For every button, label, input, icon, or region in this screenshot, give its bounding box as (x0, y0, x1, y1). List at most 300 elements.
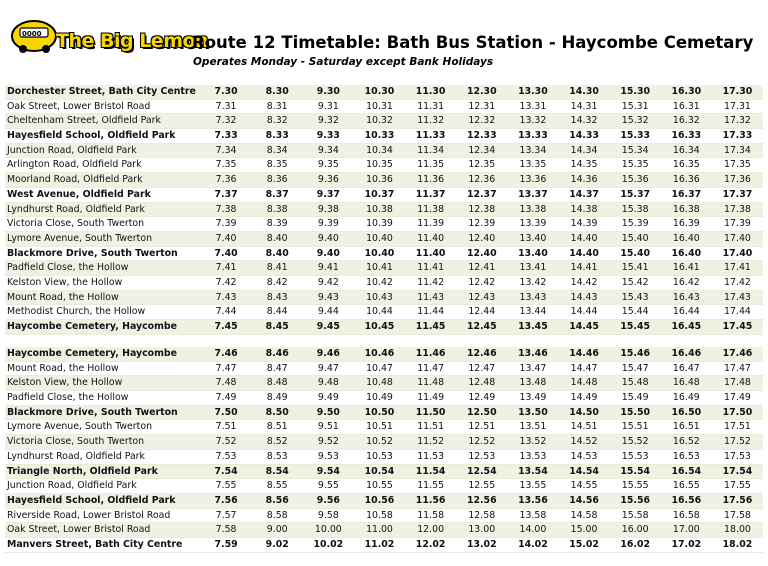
departure-time: 13.54 (518, 465, 548, 477)
departure-time: 15.50 (620, 406, 651, 418)
departure-time: 16.43 (672, 291, 700, 303)
departure-time: 17.49 (724, 392, 751, 404)
departure-time: 13.55 (519, 480, 547, 492)
stop-name: Victoria Close, South Twerton (7, 218, 145, 230)
departure-time: 9.40 (316, 247, 340, 259)
stop-name: Victoria Close, South Twerton (7, 436, 145, 448)
departure-time: 15.56 (620, 494, 651, 506)
departure-time: 17.34 (724, 144, 751, 156)
departure-time: 11.36 (417, 174, 445, 186)
departure-time: 11.31 (417, 100, 445, 112)
departure-time: 14.41 (570, 262, 598, 274)
departure-time: 11.58 (417, 509, 445, 521)
stop-name: Mount Road, the Hollow (7, 362, 119, 374)
stop-name: West Avenue, Oldfield Park (7, 188, 151, 200)
departure-time: 16.40 (671, 247, 702, 259)
departure-time: 17.37 (722, 188, 753, 200)
stop-name: Hayesfield School, Oldfield Park (7, 494, 176, 506)
departure-time: 17.52 (724, 436, 751, 448)
departure-time: 14.39 (570, 218, 598, 230)
departure-time: 13.41 (519, 262, 547, 274)
table-row (5, 144, 763, 159)
departure-time: 10.50 (364, 406, 395, 418)
departure-time: 15.40 (621, 232, 649, 244)
table-row (5, 158, 763, 173)
departure-time: 16.58 (672, 509, 700, 521)
departure-time: 17.56 (722, 494, 753, 506)
departure-time: 10.52 (366, 436, 393, 448)
stop-name: Blackmore Drive, South Twerton (7, 406, 178, 418)
departure-time: 9.37 (316, 188, 340, 200)
departure-time: 17.42 (724, 276, 751, 288)
departure-time: 18.02 (722, 538, 753, 550)
departure-time: 13.49 (519, 392, 547, 404)
departure-time: 11.32 (417, 115, 445, 127)
departure-time: 11.56 (415, 494, 446, 506)
table-row (5, 203, 763, 218)
departure-time: 17.41 (724, 262, 751, 274)
table-row (5, 362, 763, 377)
departure-time: 8.36 (266, 174, 288, 186)
table-row (5, 247, 763, 262)
departure-time: 10.47 (366, 362, 393, 374)
departure-time: 14.30 (569, 86, 599, 97)
stop-name: Lymore Avenue, South Twerton (7, 232, 153, 244)
departure-time: 8.42 (266, 276, 288, 288)
stop-name: Kelston View, the Hollow (7, 377, 123, 389)
departure-time: 13.38 (519, 203, 547, 215)
departure-time: 14.51 (570, 421, 598, 433)
departure-time: 16.55 (672, 480, 700, 492)
table-row (5, 173, 763, 188)
departure-time: 16.53 (672, 450, 700, 462)
departure-time: 14.47 (570, 362, 598, 374)
departure-time: 13.46 (518, 348, 548, 359)
departure-time: 10.44 (366, 306, 393, 318)
departure-time: 13.39 (519, 218, 547, 230)
departure-time: 17.38 (724, 203, 751, 215)
departure-time: 7.57 (215, 509, 237, 521)
departure-time: 8.31 (266, 100, 288, 112)
departure-time: 11.42 (417, 276, 445, 288)
departure-time: 7.34 (215, 144, 237, 156)
departure-time: 7.31 (215, 100, 237, 112)
departure-time: 8.34 (266, 144, 288, 156)
stop-name: Manvers Street, Bath City Centre (7, 538, 183, 550)
departure-time: 12.36 (468, 174, 496, 186)
departure-time: 10.42 (366, 276, 393, 288)
departure-time: 11.38 (417, 203, 445, 215)
departure-time: 7.36 (215, 174, 237, 186)
table-row (5, 100, 763, 115)
stop-name: Blackmore Drive, South Twerton (7, 247, 178, 259)
departure-time: 12.52 (468, 436, 496, 448)
departure-time: 13.32 (519, 115, 547, 127)
departure-time: 10.46 (364, 348, 395, 359)
table-row (5, 291, 763, 306)
departure-time: 14.48 (570, 377, 598, 389)
departure-time: 9.33 (316, 130, 340, 142)
departure-time: 13.50 (518, 406, 548, 418)
departure-time: 11.35 (417, 159, 445, 171)
departure-time: 16.49 (672, 392, 700, 404)
departure-time: 12.55 (468, 480, 496, 492)
departure-time: 17.55 (724, 480, 751, 492)
departure-time: 14.46 (569, 348, 599, 359)
departure-time: 10.36 (366, 174, 393, 186)
departure-time: 9.46 (316, 348, 340, 359)
departure-time: 9.53 (317, 450, 339, 462)
stop-name: Cheltenham Street, Oldfield Park (7, 115, 161, 127)
departure-time: 9.56 (316, 494, 340, 506)
departure-time: 11.02 (364, 538, 395, 550)
departure-time: 16.30 (671, 86, 702, 97)
departure-time: 14.36 (570, 174, 598, 186)
table-row (5, 261, 763, 276)
departure-time: 17.43 (724, 291, 751, 303)
departure-time: 14.40 (569, 247, 599, 259)
table-row (5, 494, 763, 509)
departure-time: 16.51 (672, 421, 700, 433)
page-title: Route 12 Timetable: Bath Bus Station - Haycombe Cemetary (192, 33, 754, 52)
departure-time: 15.52 (621, 436, 649, 448)
outbound-timetable (5, 85, 763, 335)
departure-time: 15.32 (621, 115, 649, 127)
departure-time: 7.56 (214, 494, 238, 506)
departure-time: 9.39 (317, 218, 339, 230)
table-row (5, 276, 763, 291)
departure-time: 17.39 (724, 218, 751, 230)
departure-time: 12.44 (468, 306, 496, 318)
departure-time: 13.43 (519, 291, 547, 303)
departure-time: 9.42 (317, 276, 339, 288)
departure-time: 13.35 (519, 159, 547, 171)
page-subtitle: Operates Monday - Saturday except Bank Holidays (193, 56, 494, 68)
departure-time: 11.41 (417, 262, 445, 274)
departure-time: 11.43 (417, 291, 445, 303)
departure-time: 15.51 (621, 421, 649, 433)
departure-time: 13.36 (519, 174, 547, 186)
departure-time: 12.40 (468, 232, 496, 244)
departure-time: 8.40 (266, 232, 288, 244)
departure-time: 11.55 (417, 480, 445, 492)
departure-time: 7.43 (215, 291, 237, 303)
stop-name: Junction Road, Oldfield Park (7, 144, 137, 156)
departure-time: 8.50 (265, 406, 289, 418)
departure-time: 9.49 (317, 392, 339, 404)
departure-time: 10.58 (366, 509, 393, 521)
departure-time: 7.33 (214, 130, 238, 142)
departure-time: 8.39 (266, 218, 288, 230)
departure-time: 11.52 (417, 436, 445, 448)
departure-time: 9.38 (317, 203, 339, 215)
departure-time: 8.51 (266, 421, 288, 433)
departure-time: 7.46 (214, 348, 238, 359)
departure-time: 11.30 (415, 86, 446, 97)
departure-time: 9.02 (265, 538, 289, 550)
departure-time: 10.33 (364, 130, 395, 142)
departure-time: 8.35 (266, 159, 288, 171)
departure-time: 10.39 (366, 218, 393, 230)
departure-time: 7.41 (215, 262, 237, 274)
departure-time: 12.53 (468, 450, 496, 462)
stop-name: Lymore Avenue, South Twerton (7, 421, 153, 433)
departure-time: 17.36 (724, 174, 751, 186)
table-row (5, 538, 763, 553)
departure-time: 16.42 (672, 276, 700, 288)
departure-time: 7.39 (215, 218, 237, 230)
departure-time: 15.54 (620, 465, 651, 477)
departure-time: 15.34 (621, 144, 649, 156)
departure-time: 13.02 (466, 538, 497, 550)
departure-time: 8.37 (265, 188, 289, 200)
departure-time: 11.50 (415, 406, 446, 418)
departure-time: 8.32 (266, 115, 288, 127)
stop-name: Dorchester Street, Bath City Centre (7, 86, 196, 97)
departure-time: 10.34 (366, 144, 393, 156)
departure-time: 9.41 (317, 262, 339, 274)
departure-time: 10.56 (364, 494, 395, 506)
stop-name: Hayesfield School, Oldfield Park (7, 130, 176, 142)
departure-time: 12.49 (468, 392, 496, 404)
departure-time: 15.43 (621, 291, 649, 303)
stop-name: Haycombe Cemetery, Haycombe (7, 348, 177, 359)
departure-time: 14.45 (569, 321, 599, 332)
departure-time: 14.35 (570, 159, 598, 171)
departure-time: 10.31 (366, 100, 393, 112)
stop-name: Padfield Close, the Hollow (7, 262, 129, 274)
departure-time: 9.00 (266, 524, 288, 536)
departure-time: 11.44 (417, 306, 445, 318)
departure-time: 12.40 (466, 247, 497, 259)
departure-time: 12.35 (468, 159, 496, 171)
departure-time: 7.40 (215, 232, 237, 244)
departure-time: 15.37 (620, 188, 651, 200)
departure-time: 9.48 (317, 377, 339, 389)
departure-time: 15.41 (621, 262, 649, 274)
departure-time: 16.37 (671, 188, 702, 200)
departure-time: 10.30 (364, 86, 395, 97)
departure-time: 7.35 (215, 159, 237, 171)
departure-time: 17.02 (671, 538, 702, 550)
departure-time: 7.59 (214, 538, 238, 550)
departure-time: 14.00 (519, 524, 547, 536)
stop-name: Haycombe Cemetery, Haycombe (7, 321, 177, 332)
departure-time: 17.44 (724, 306, 751, 318)
departure-time: 8.54 (265, 465, 289, 477)
departure-time: 11.40 (415, 247, 446, 259)
departure-time: 14.34 (570, 144, 598, 156)
departure-time: 15.44 (621, 306, 649, 318)
departure-time: 12.50 (466, 406, 497, 418)
departure-time: 13.31 (519, 100, 547, 112)
table-row (5, 465, 763, 480)
departure-time: 12.31 (468, 100, 496, 112)
departure-time: 13.58 (519, 509, 547, 521)
departure-time: 16.45 (671, 321, 702, 332)
departure-time: 9.54 (316, 465, 340, 477)
departure-time: 7.47 (215, 362, 237, 374)
departure-time: 15.35 (621, 159, 649, 171)
departure-time: 9.30 (316, 86, 340, 97)
departure-time: 10.38 (366, 203, 393, 215)
departure-time: 11.48 (417, 377, 445, 389)
departure-time: 11.33 (415, 130, 446, 142)
departure-time: 16.02 (620, 538, 651, 550)
departure-time: 14.33 (569, 130, 599, 142)
departure-time: 16.38 (672, 203, 700, 215)
stop-name: Methodist Church, the Hollow (7, 306, 146, 318)
departure-time: 15.45 (620, 321, 651, 332)
departure-time: 12.56 (466, 494, 497, 506)
departure-time: 8.56 (265, 494, 289, 506)
departure-time: 11.37 (415, 188, 446, 200)
departure-time: 10.48 (366, 377, 393, 389)
departure-time: 8.55 (266, 480, 288, 492)
departure-time: 11.00 (366, 524, 393, 536)
departure-time: 11.49 (417, 392, 445, 404)
departure-time: 10.51 (366, 421, 393, 433)
stop-name: Triangle North, Oldfield Park (7, 465, 158, 477)
departure-time: 17.47 (724, 362, 751, 374)
departure-time: 9.43 (317, 291, 339, 303)
departure-time: 15.53 (621, 450, 649, 462)
departure-time: 10.32 (366, 115, 393, 127)
departure-time: 9.36 (317, 174, 339, 186)
departure-time: 17.54 (722, 465, 753, 477)
departure-time: 10.40 (364, 247, 395, 259)
departure-time: 10.00 (314, 524, 342, 536)
brand-name: The Big Lemon (56, 30, 209, 52)
table-row (5, 85, 763, 100)
departure-time: 14.49 (570, 392, 598, 404)
table-row (5, 523, 763, 538)
departure-time: 12.58 (468, 509, 496, 521)
departure-time: 7.32 (215, 115, 237, 127)
departure-time: 12.45 (466, 321, 497, 332)
departure-time: 16.47 (672, 362, 700, 374)
departure-time: 12.47 (468, 362, 496, 374)
departure-time: 13.47 (519, 362, 547, 374)
stop-name: Arlington Road, Oldfield Park (7, 159, 142, 171)
departure-time: 10.45 (364, 321, 395, 332)
departure-time: 16.31 (672, 100, 700, 112)
departure-time: 9.32 (317, 115, 339, 127)
departure-time: 13.44 (519, 306, 547, 318)
stop-name: Oak Street, Lower Bristol Road (7, 100, 151, 112)
departure-time: 8.33 (265, 130, 289, 142)
departure-time: 16.40 (672, 232, 700, 244)
departure-time: 8.48 (266, 377, 288, 389)
departure-time: 9.55 (317, 480, 339, 492)
departure-time: 14.52 (570, 436, 598, 448)
departure-time: 11.54 (415, 465, 446, 477)
departure-time: 14.37 (569, 188, 599, 200)
departure-time: 7.48 (215, 377, 237, 389)
departure-time: 17.46 (722, 348, 753, 359)
departure-time: 15.55 (621, 480, 649, 492)
departure-time: 11.53 (417, 450, 445, 462)
departure-time: 10.40 (366, 232, 393, 244)
departure-time: 15.33 (620, 130, 651, 142)
departure-time: 16.36 (672, 174, 700, 186)
departure-time: 15.40 (620, 247, 651, 259)
table-row (5, 406, 763, 421)
departure-time: 15.02 (569, 538, 599, 550)
departure-time: 13.33 (518, 130, 548, 142)
table-row (5, 114, 763, 129)
departure-time: 10.55 (366, 480, 393, 492)
departure-time: 13.48 (519, 377, 547, 389)
inbound-timetable (5, 347, 763, 553)
departure-time: 12.51 (468, 421, 496, 433)
table-row (5, 509, 763, 524)
departure-time: 14.40 (570, 232, 598, 244)
departure-time: 14.53 (570, 450, 598, 462)
departure-time: 15.48 (621, 377, 649, 389)
stop-name: Oak Street, Lower Bristol Road (7, 524, 151, 536)
departure-time: 14.02 (518, 538, 548, 550)
departure-time: 9.50 (316, 406, 340, 418)
departure-time: 15.42 (621, 276, 649, 288)
table-row (5, 376, 763, 391)
departure-time: 18.00 (724, 524, 751, 536)
departure-time: 12.02 (415, 538, 446, 550)
departure-time: 10.54 (364, 465, 395, 477)
departure-time: 17.00 (672, 524, 700, 536)
departure-time: 7.50 (214, 406, 238, 418)
departure-time: 13.52 (519, 436, 547, 448)
departure-time: 10.35 (366, 159, 393, 171)
departure-time: 8.40 (265, 247, 289, 259)
departure-time: 13.51 (519, 421, 547, 433)
departure-time: 13.40 (518, 247, 548, 259)
departure-time: 9.35 (317, 159, 339, 171)
departure-time: 11.45 (415, 321, 446, 332)
departure-time: 17.58 (724, 509, 751, 521)
departure-time: 12.46 (466, 348, 497, 359)
departure-time: 16.34 (672, 144, 700, 156)
departure-time: 14.50 (569, 406, 599, 418)
departure-time: 8.38 (266, 203, 288, 215)
departure-time: 17.33 (722, 130, 753, 142)
departure-time: 13.34 (519, 144, 547, 156)
departure-time: 16.56 (671, 494, 702, 506)
departure-time: 7.37 (214, 188, 238, 200)
departure-time: 9.51 (317, 421, 339, 433)
departure-time: 11.34 (417, 144, 445, 156)
departure-time: 11.47 (417, 362, 445, 374)
departure-time: 8.58 (266, 509, 288, 521)
departure-time: 16.35 (672, 159, 700, 171)
departure-time: 14.55 (570, 480, 598, 492)
departure-time: 15.38 (621, 203, 649, 215)
departure-time: 13.00 (468, 524, 496, 536)
departure-time: 14.42 (570, 276, 598, 288)
departure-time: 9.47 (317, 362, 339, 374)
departure-time: 15.47 (621, 362, 649, 374)
departure-time: 17.51 (724, 421, 751, 433)
departure-time: 7.45 (214, 321, 238, 332)
table-row (5, 479, 763, 494)
departure-time: 9.45 (316, 321, 340, 332)
departure-time: 9.40 (317, 232, 339, 244)
departure-time: 13.37 (518, 188, 548, 200)
stop-name: Riverside Road, Lower Bristol Road (7, 509, 171, 521)
departure-time: 8.52 (266, 436, 288, 448)
departure-time: 8.46 (265, 348, 289, 359)
departure-time: 16.00 (621, 524, 649, 536)
